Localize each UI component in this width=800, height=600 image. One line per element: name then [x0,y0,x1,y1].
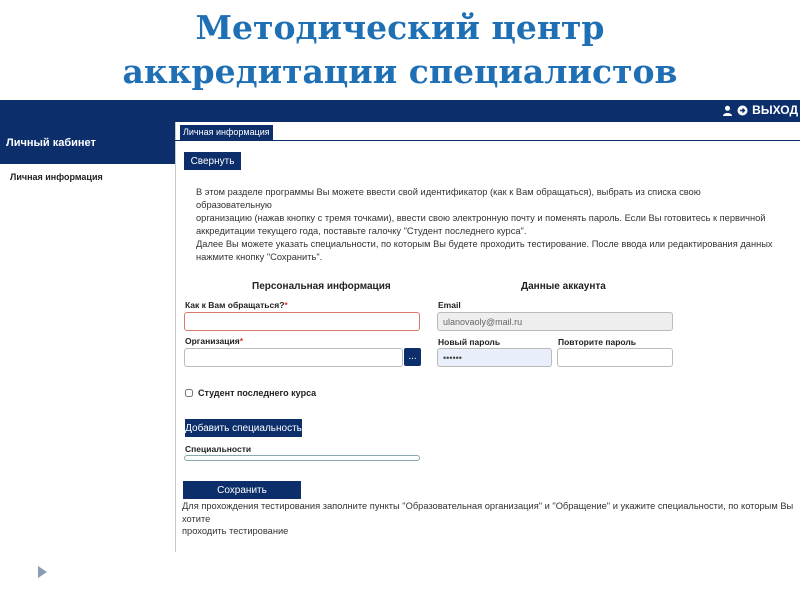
student-checkbox-label: Студент последнего курса [198,388,317,398]
specialties-label: Специальности [185,444,252,454]
user-icon [722,105,733,116]
account-data-heading: Данные аккаунта [521,281,606,292]
personal-info-heading: Персональная информация [252,281,391,292]
specialties-list[interactable] [184,455,420,461]
note-line: проходить тестирование [182,526,289,536]
info-line: Далее Вы можете указать специальности, по которым Вы будете проходить тестирование. После ввода или редактирования данных [196,239,773,249]
testing-note [182,500,797,538]
choose-organization-button[interactable]: ... [404,348,421,366]
next-slide-arrow-icon[interactable] [38,566,47,578]
address-input[interactable] [184,312,420,331]
new-password-input[interactable] [437,348,552,367]
organization-label-text: Организация [185,336,240,346]
logout-button[interactable] [722,103,798,117]
repeat-password-input[interactable] [557,348,673,367]
info-line: В этом разделе программы Вы можете ввести свой идентификатор (как к Вам обращаться), выбрать из списка свою образовательную [196,187,701,210]
add-specialty-button[interactable]: Добавить специальность [185,419,302,437]
tab-personal-info[interactable]: Личная информация [180,125,273,140]
student-checkbox[interactable] [185,389,193,397]
required-mark: * [239,336,243,346]
slide-title-line2: аккредитации специалистов [122,52,678,91]
save-button[interactable]: Сохранить [183,481,301,499]
slide-title-line1: Методический центр [195,8,605,47]
sidebar-item-personal-info[interactable]: Личная информация [10,172,103,182]
email-label: Email [438,300,461,310]
address-label-text: Как к Вам обращаться? [185,300,285,310]
logout-label: ВЫХОД [752,103,798,117]
address-label [185,300,288,310]
info-line: нажмите кнопку "Сохранить". [196,252,323,262]
tab-divider [175,140,800,141]
note-line: Для прохождения тестирования заполните пункты "Образовательная организация" и "Обращение" и укажите специальности, по которым Вы хотите [182,501,794,524]
info-line: организацию (нажав кнопку с тремя точками), ввести свою электронную почту и поменять пароль. Если Вы готовитесь к первичной [196,213,766,223]
sidebar-header: Личный кабинет [0,122,175,164]
top-bar [0,100,800,122]
repeat-password-label: Повторите пароль [558,337,636,347]
collapse-button[interactable]: Свернуть [184,152,241,170]
organization-label [185,336,243,346]
new-password-label: Новый пароль [438,337,501,347]
email-input[interactable] [437,312,673,331]
slide-title [0,6,800,94]
sidebar [0,122,176,552]
organization-input[interactable] [184,348,403,367]
info-text [196,186,776,264]
required-mark: * [284,300,288,310]
logout-icon [737,105,748,116]
info-line: аккредитации текущего года, поставьте галочку "Студент последнего курса". [196,226,527,236]
